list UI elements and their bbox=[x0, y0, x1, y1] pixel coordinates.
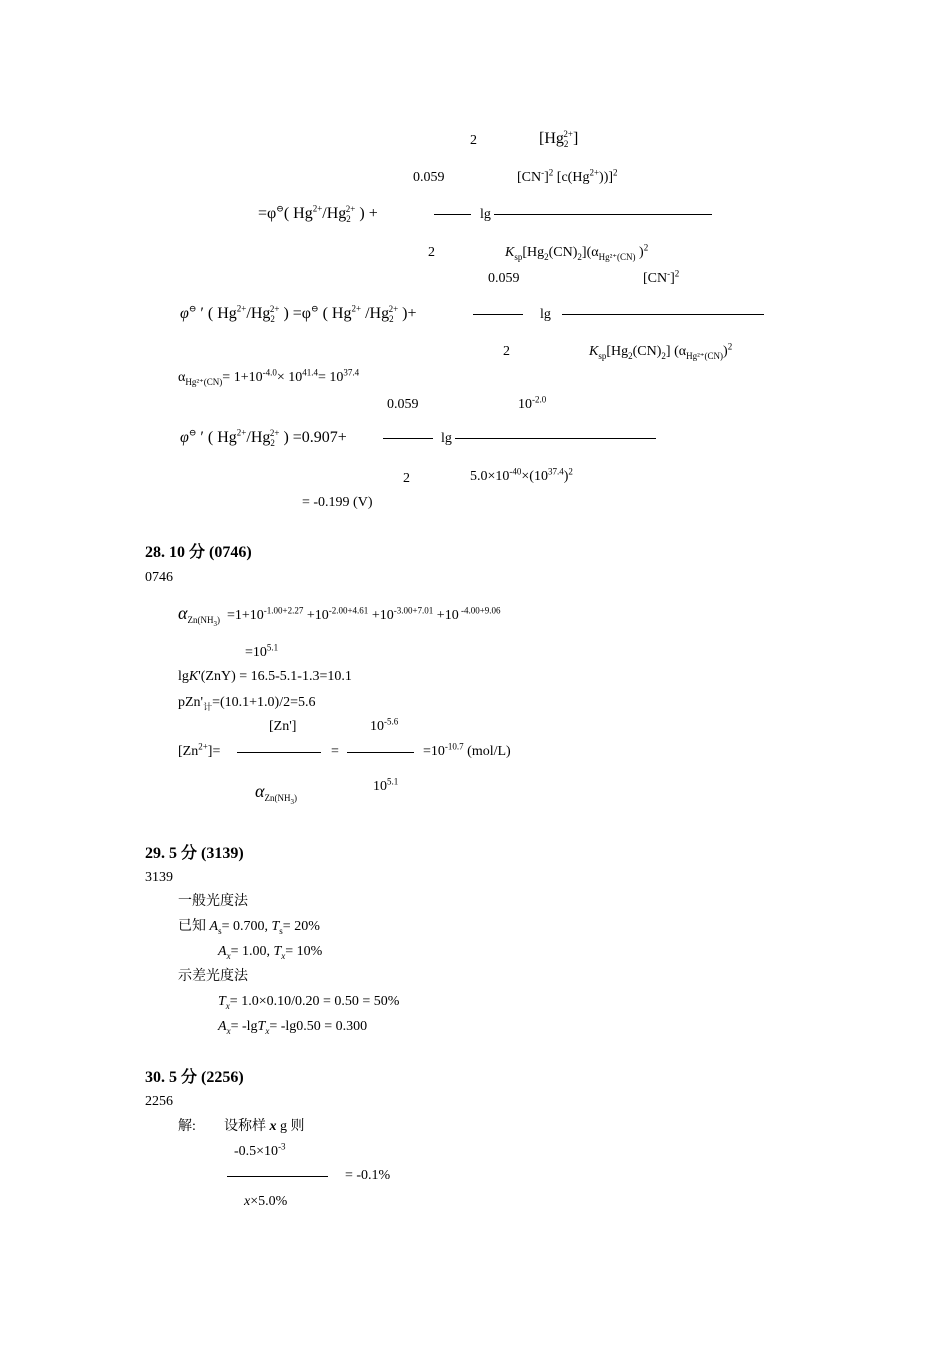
numeric-denominator: $5.0\times 10^{-40}\times(10^{37.4})^2$ bbox=[470, 466, 573, 484]
question-30-heading: 30. 5 分 (2256) bbox=[145, 1069, 244, 1086]
ten-numerator: $10^{-5.6}$ bbox=[370, 716, 399, 734]
known-values-s: 已知 $A_s= 0.700$, $T_s= 20\%$ bbox=[178, 919, 320, 936]
alpha-hg-cn: $\alpha_{Hg^{2+}(CN)}= 1+10^{-4.0}\times 10^{41.4}= 10^{37.4}$ bbox=[178, 367, 360, 387]
assume-sample-mass: 设称样 x g 则 bbox=[224, 1119, 305, 1134]
zn-free-lhs: $[Zn^{2+}]=$ bbox=[178, 741, 221, 759]
cn-squared: $[CN^-]^2$ bbox=[643, 268, 680, 286]
conditional-potential-definition: φ⊖ ′ ( $Hg^{2+}/Hg_2^{2+}$ ) =φ⊖ ( $Hg^{2+}$ $/Hg_2^{2+}$ )+ bbox=[180, 303, 417, 325]
hg2-concentration: $[Hg_2^{2+}]$ bbox=[539, 128, 579, 150]
equals-sign: = bbox=[331, 744, 339, 759]
numerator-ten: $10^{-2.0}$ bbox=[518, 394, 547, 412]
denominator-2: 2 bbox=[503, 344, 510, 359]
equation-line-1: =φ⊖( $Hg^{2+}/Hg_2^{2+}$ ) + bbox=[258, 203, 378, 225]
denominator-2: 2 bbox=[428, 245, 435, 260]
alpha-zn-denominator: $\alpha_{Zn(NH_3)}$ bbox=[255, 781, 297, 806]
fraction-bar bbox=[473, 314, 523, 315]
question-30-code: 2256 bbox=[145, 1094, 173, 1109]
lg-label: lg bbox=[441, 431, 452, 446]
coefficient-0059: 0.059 bbox=[413, 170, 445, 185]
question-28-code: 0746 bbox=[145, 570, 173, 585]
fraction-bar bbox=[237, 752, 321, 753]
lg-label: lg bbox=[540, 307, 551, 322]
question-29-heading: 29. 5 分 (3139) bbox=[145, 845, 244, 862]
ten-denominator: $10^{5.1}$ bbox=[373, 776, 399, 794]
fraction-bar bbox=[227, 1176, 328, 1177]
fraction-bar bbox=[562, 314, 764, 315]
fraction-bar bbox=[383, 438, 433, 439]
fraction-numerator-2: 2 bbox=[470, 133, 477, 148]
pzn-calculation: $pZn'_计=(10.1+1.0)/2=5.6$ bbox=[178, 695, 316, 712]
coefficient-0059: 0.059 bbox=[488, 271, 520, 286]
fraction-bar bbox=[347, 752, 414, 753]
tx-calculation: $T_x= 1.0\times 0.10/0.20 = 0.50 = 50\%$ bbox=[218, 994, 400, 1011]
alpha-zn-result: $=10^{5.1}$ bbox=[245, 642, 279, 660]
zn-free-result: $=10^{-10.7}$ (mol/L) bbox=[423, 741, 511, 759]
denominator-2: 2 bbox=[403, 471, 410, 486]
known-values-x: $A_x= 1.00$, $T_x= 10\%$ bbox=[218, 944, 323, 961]
fraction-bar bbox=[494, 214, 712, 215]
method-differential: 示差光度法 bbox=[178, 969, 248, 984]
ksp-denominator: $K_{sp}[Hg_2(CN)_2](\alpha_{Hg^{2+}(CN)}$ )$^2$ bbox=[505, 242, 649, 262]
lgk-zny: lgK'(ZnY) = 16.5-5.1-1.3=10.1 bbox=[178, 669, 352, 684]
lg-label: lg bbox=[480, 207, 491, 222]
question-29-code: 3139 bbox=[145, 870, 173, 885]
error-denominator: x×5.0% bbox=[244, 1194, 288, 1209]
cn-alpha-numerator: $[CN^-]^2$ $[c(Hg^{2+}))]^2$ bbox=[517, 167, 618, 185]
coefficient-0059: 0.059 bbox=[387, 397, 419, 412]
relative-error-result: = -0.1% bbox=[345, 1168, 391, 1183]
question-28-heading: 28. 10 分 (0746) bbox=[145, 544, 252, 561]
error-numerator: $-0.5\times 10^{-3}$ bbox=[234, 1141, 286, 1159]
method-ordinary: 一般光度法 bbox=[178, 894, 248, 909]
alpha-zn-expression: $\alpha_{Zn(NH_3)} =1+10^{-1.00+2.27} +10^{-2.00+4.61} +10^{-3.00+7.01} +10$ $^{-4.00+9.06}$ bbox=[178, 603, 501, 628]
zn-prime-numerator: [Zn'] bbox=[269, 719, 297, 734]
fraction-bar bbox=[434, 214, 471, 215]
conditional-potential-value: φ⊖ ′ ( $Hg^{2+}/Hg_2^{2+}$ ) =0.907+ bbox=[180, 427, 347, 449]
ax-calculation: $A_x= -\lg T_x= -\lg 0.50 = 0.300$ bbox=[218, 1019, 368, 1036]
result-potential: = -0.199 (V) bbox=[302, 495, 373, 510]
fraction-bar bbox=[455, 438, 656, 439]
ksp-denominator: $K_{sp}[Hg_2(CN)_2]$ $(\alpha_{Hg^{2+}(CN)})^2$ bbox=[589, 341, 733, 361]
solution-label: 解: bbox=[178, 1119, 196, 1134]
